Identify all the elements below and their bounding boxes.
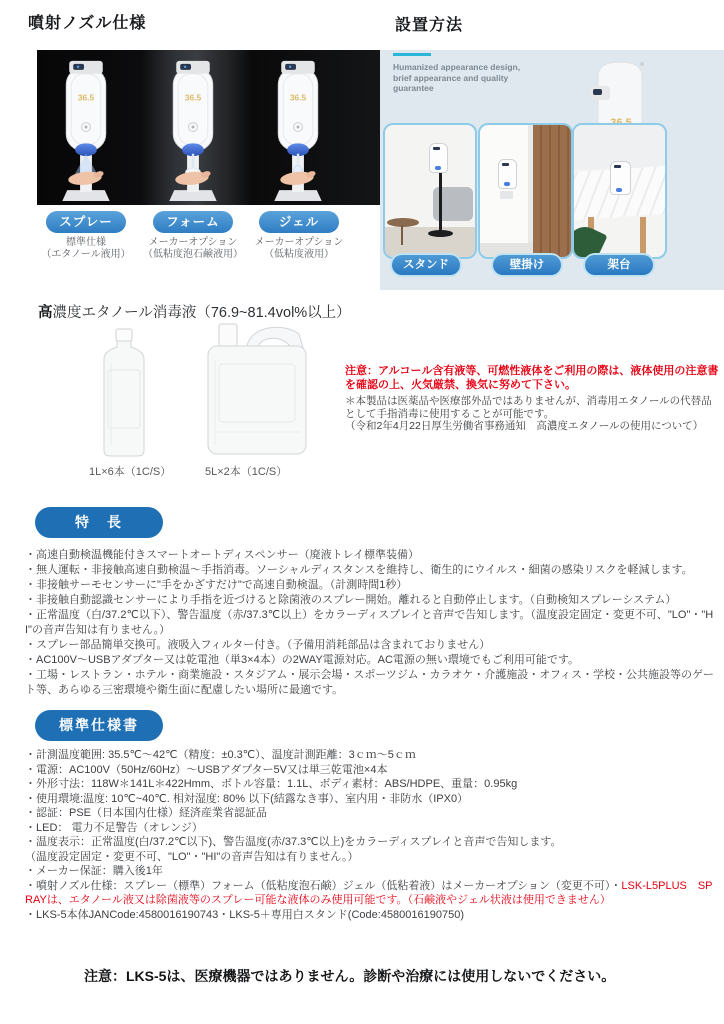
foam-stream [192, 154, 194, 170]
warning-note-2: （令和2年4月22日厚生労働省事務通知 高濃度エタノールの使用について） [345, 420, 704, 432]
spec-item: ・使用環境:温度: 10℃~40℃. 相対湿度: 80% 以下(結露なき事）、室内用・非防水（IPX0） [25, 792, 469, 805]
specs-list [25, 748, 719, 879]
specs-heading-pill: 標準仕様書 [35, 710, 163, 741]
plant-leaves [572, 221, 608, 259]
drip-tray [500, 191, 513, 199]
feature-item: ・スプレー部品簡単交換可。液吸入フィルター付き。（予備用消耗部品は含まれておりません） [25, 639, 491, 651]
wood-door [533, 125, 571, 257]
spec-item: ・温度表示：正常温度(白/37.2℃以下)、警告温度(赤/37.3℃以上)をカラーディスプレイと音声で告知します。 [25, 836, 562, 848]
spec-item: ・計測温度範囲: 35.5℃～42℃（精度：±0.3℃）、温度計測距離：3ｃｍ～5ｃｍ [25, 749, 416, 761]
nozzle-variant [132, 211, 254, 261]
install-panel-table [572, 123, 667, 259]
variant-desc-line1: メーカーオプション [148, 237, 238, 248]
footer-notice: 注意：LKS-5は、医療機器ではありません。診断や治療には使用しないでください。 [84, 968, 616, 984]
variant-desc-line1: メーカーオプション [254, 237, 344, 248]
teal-accent-line [393, 53, 431, 56]
features-heading-pill: 特 長 [35, 507, 163, 538]
feature-item: ・高速自動検温機能付きスマートオートディスペンサー（廃液トレイ標準装備） [25, 549, 420, 561]
spec-item: ・LED： 電力不足警告（オレンジ） [25, 821, 203, 834]
method-label-pill: 架台 [585, 255, 653, 275]
nozzle-photo [37, 50, 383, 205]
feature-item: ・無人運転・非接触高速自動検温～手指消毒。ソーシャルディスタンスを維持し、衛生的にウイルス・細菌の感染リスクを軽減します。 [25, 564, 693, 576]
dispenser-foam-image [161, 56, 225, 204]
feature-item: ・AC100V～USBアダプター又は乾電池（単3×4本）の2WAY電源対応。AC電源の無い環境でもご利用可能です。 [25, 654, 580, 666]
variant-desc-line1: 標準仕様 [66, 237, 106, 248]
stand-pole [439, 169, 442, 233]
nozzle-section-title: 噴射ノズル仕様 [28, 15, 147, 32]
table-leg [401, 225, 403, 245]
warning-red-text: 注意：アルコール含有液等、可燃性液体をご利用の際は、液体使用の注意書を確認の上、火気厳禁、換気に努めて下さい。 [345, 365, 719, 391]
nozzle-spec-black: ・噴射ノズル仕様：スプレー（標準）フォーム（低粘度泡石鹸）ジェル（低粘着液）はメーカーオプション（変更不可）・ [25, 879, 622, 892]
bottle-pack-label: 1L×6本（1C/S） [89, 466, 172, 478]
warning-note-1: ＊本製品は医薬品や医療部外品ではありませんが、消毒用エタノールの代替品として手指消毒に使用することが可能です。 [345, 395, 712, 420]
install-photo [380, 50, 724, 290]
flammable-warning [345, 364, 721, 433]
install-section-title: 設置方法 [395, 17, 464, 34]
nozzle-variant [25, 211, 147, 261]
spec-item: ・外形寸法：118W＊141L＊422Hmm、ボトル容量：1.1L、ボディ素材：ABS/HDPE、重量：0.95kg [25, 778, 518, 790]
install-tagline: Humanized appearance design, brief appearance and quality guarantee [393, 62, 521, 93]
mini-dispenser [610, 161, 631, 195]
table-leg [640, 217, 646, 257]
spec-item-jancode: ・LKS-5本体JANCode:4580016190743・LKS-5＋専用白スタンド(Code:4580016190750) [25, 908, 465, 921]
bottle-5l-image [203, 320, 311, 458]
temp-display: 36.5 [77, 92, 95, 103]
variant-desc-line2: （エタノール液用） [41, 249, 131, 260]
bottle-pack-label: 5L×2本（1C/S） [205, 466, 288, 478]
install-method-labels [380, 255, 724, 283]
temp-display: 36.5 [184, 92, 202, 103]
door-frame [528, 125, 533, 257]
variant-label-pill: ジェル [259, 211, 339, 233]
mini-dispenser [429, 143, 448, 173]
install-panel-wall [478, 123, 573, 259]
stand-base [428, 230, 453, 237]
spec-item: ・認証：PSE（日本国内仕様）経済産業省認証品 [25, 807, 268, 819]
ethanol-section-title [38, 301, 351, 322]
ethanol-title-rest: 濃度エタノール消毒液（76.9~81.4vol%以上） [52, 305, 351, 321]
method-label-pill: スタンド [392, 255, 460, 275]
temp-display: 36.5 [289, 92, 307, 103]
feature-item: ・工場・レストラン・ホテル・商業施設・スタジアム・展示会場・スポーツジム・カラオケ・介護施設・オフィス・学校・公共施設等のゲート等、あらゆる三密環境や衛生面に配慮したい場所に最適です。 [25, 669, 715, 696]
table-shape [387, 218, 419, 227]
bottle-1l-image [95, 328, 153, 458]
variant-label-pill: スプレー [46, 211, 126, 233]
spec-item: ・メーカー保証：購入後1年 [25, 865, 163, 877]
variant-desc-line2: （低粘度液用） [264, 249, 334, 260]
spec-item: ・電源：AC100V（50Hz/60Hz）～USBアダプター5V又は単三乾電池×4本 [25, 763, 388, 776]
feature-item: ・正常温度（白/37.2℃以下）、警告温度（赤/37.3℃以上）をカラーディスプレイと音声で告知します。（温度設定固定・変更不可、"LO"・"HI"の音声告知は有りません。） [25, 609, 714, 636]
ethanol-title-bold: 高 [38, 305, 53, 321]
bottle-labels [0, 463, 360, 479]
dispenser-spray-image [54, 56, 118, 204]
mini-dispenser [498, 159, 517, 189]
dispenser-gel-image [266, 56, 330, 204]
variant-label-pill: フォーム [153, 211, 233, 233]
install-panel-stand [383, 123, 477, 259]
features-list [25, 548, 719, 698]
nozzle-variants [0, 211, 400, 275]
feature-item: ・非接触自動認識センサーにより手指を近づけると除菌液のスプレー開始。離れると自動停止します。（自動検知スプレーシステム） [25, 594, 677, 606]
spec-item: （温度設定固定・変更不可、"LO"・"HI"の音声告知は有りません。） [25, 850, 359, 863]
method-label-pill: 壁掛け [493, 255, 561, 275]
spec-item-nozzle [25, 879, 719, 908]
specs-block [25, 748, 719, 922]
feature-item: ・非接触サーモセンサーに"手をかざすだけ"で高速自動検温。（計測時間1秒） [25, 579, 408, 591]
variant-desc-line2: （低粘度泡石鹸液用） [143, 249, 243, 260]
nozzle-spec-red: LSK-L5PLUS SPRAYは、エタノール液又は除菌液等のスプレー可能な液体のみ使用可能です。（石鹸液やジェル状液は使用できません） [25, 879, 713, 906]
nozzle-variant [238, 211, 360, 261]
